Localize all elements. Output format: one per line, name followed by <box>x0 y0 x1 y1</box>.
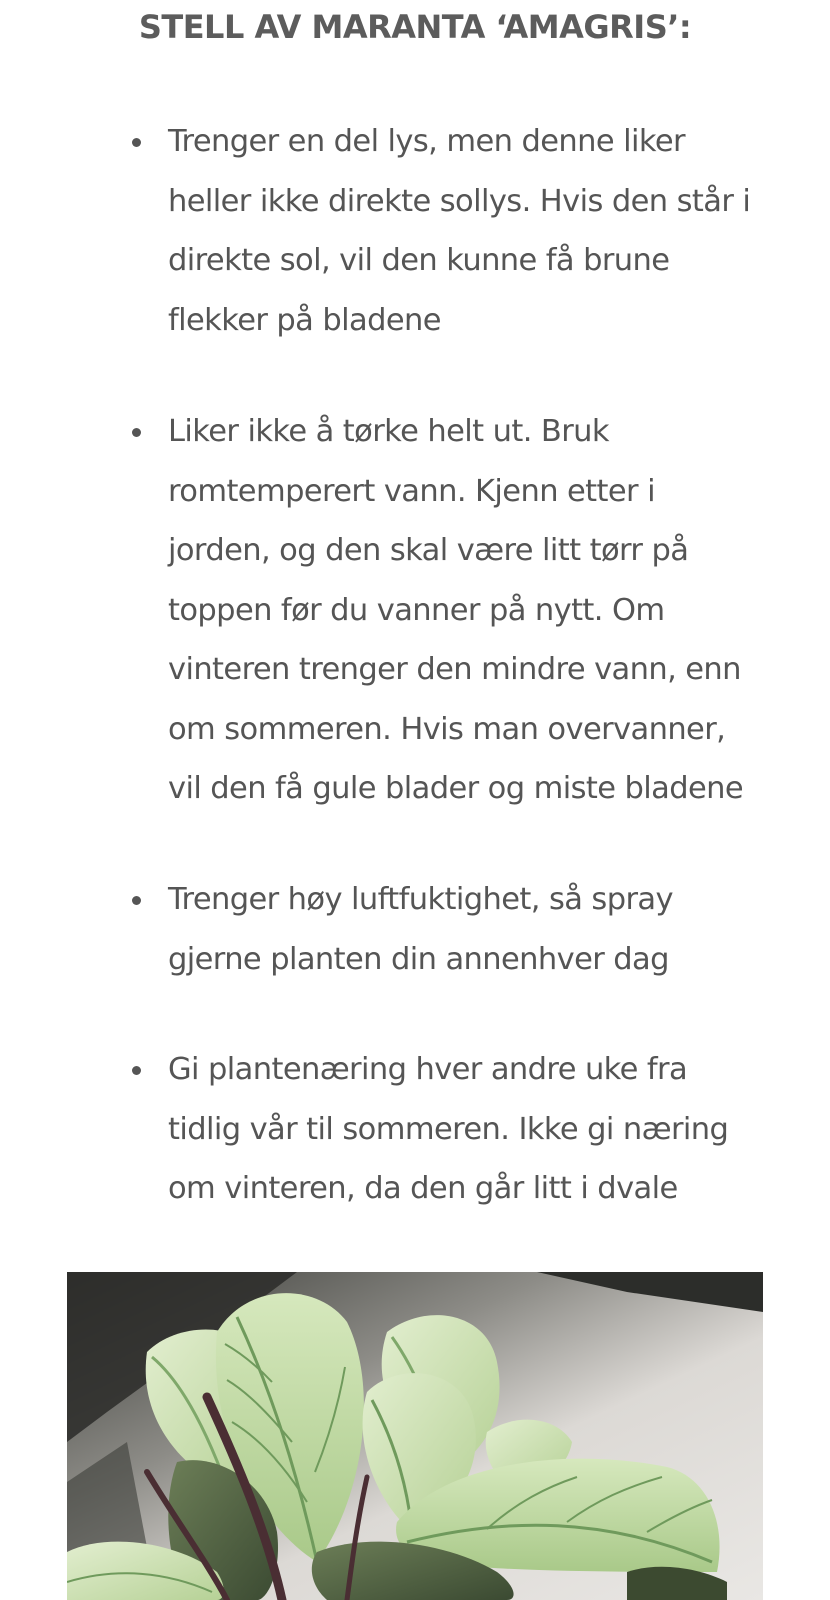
bullet-icon <box>132 138 141 147</box>
care-item-light <box>168 112 758 350</box>
bullet-icon <box>132 896 141 905</box>
bullet-icon <box>132 1066 141 1075</box>
section-heading: STELL AV MARANTA ‘AMAGRIS’: <box>138 8 692 46</box>
care-item-water <box>168 402 758 819</box>
care-item-text: Trenger høy luftfuktighet, så spray gjerne planten din annenhver dag <box>168 882 673 977</box>
plant-photo <box>67 1272 763 1600</box>
care-item-text: Liker ikke å tørke helt ut. Bruk romtemperert vann. Kjenn etter i jorden, og den skal være litt tørr på toppen før du vanner på nytt. Om vinteren trenger den mindre vann, enn om sommeren. Hvis man overvanner, vil den få gule blader og miste bladene <box>168 414 744 806</box>
bullet-icon <box>132 428 141 437</box>
plant-illustration <box>67 1272 763 1600</box>
care-item-humidity <box>168 870 758 989</box>
care-item-text: Gi plantenæring hver andre uke fra tidlig vår til sommeren. Ikke gi næring om vinteren, da den går litt i dvale <box>168 1052 729 1206</box>
care-item-fertilizer <box>168 1040 758 1219</box>
care-item-text: Trenger en del lys, men denne liker heller ikke direkte sollys. Hvis den står i direkte sol, vil den kunne få brune flekker på bladene <box>168 124 751 338</box>
